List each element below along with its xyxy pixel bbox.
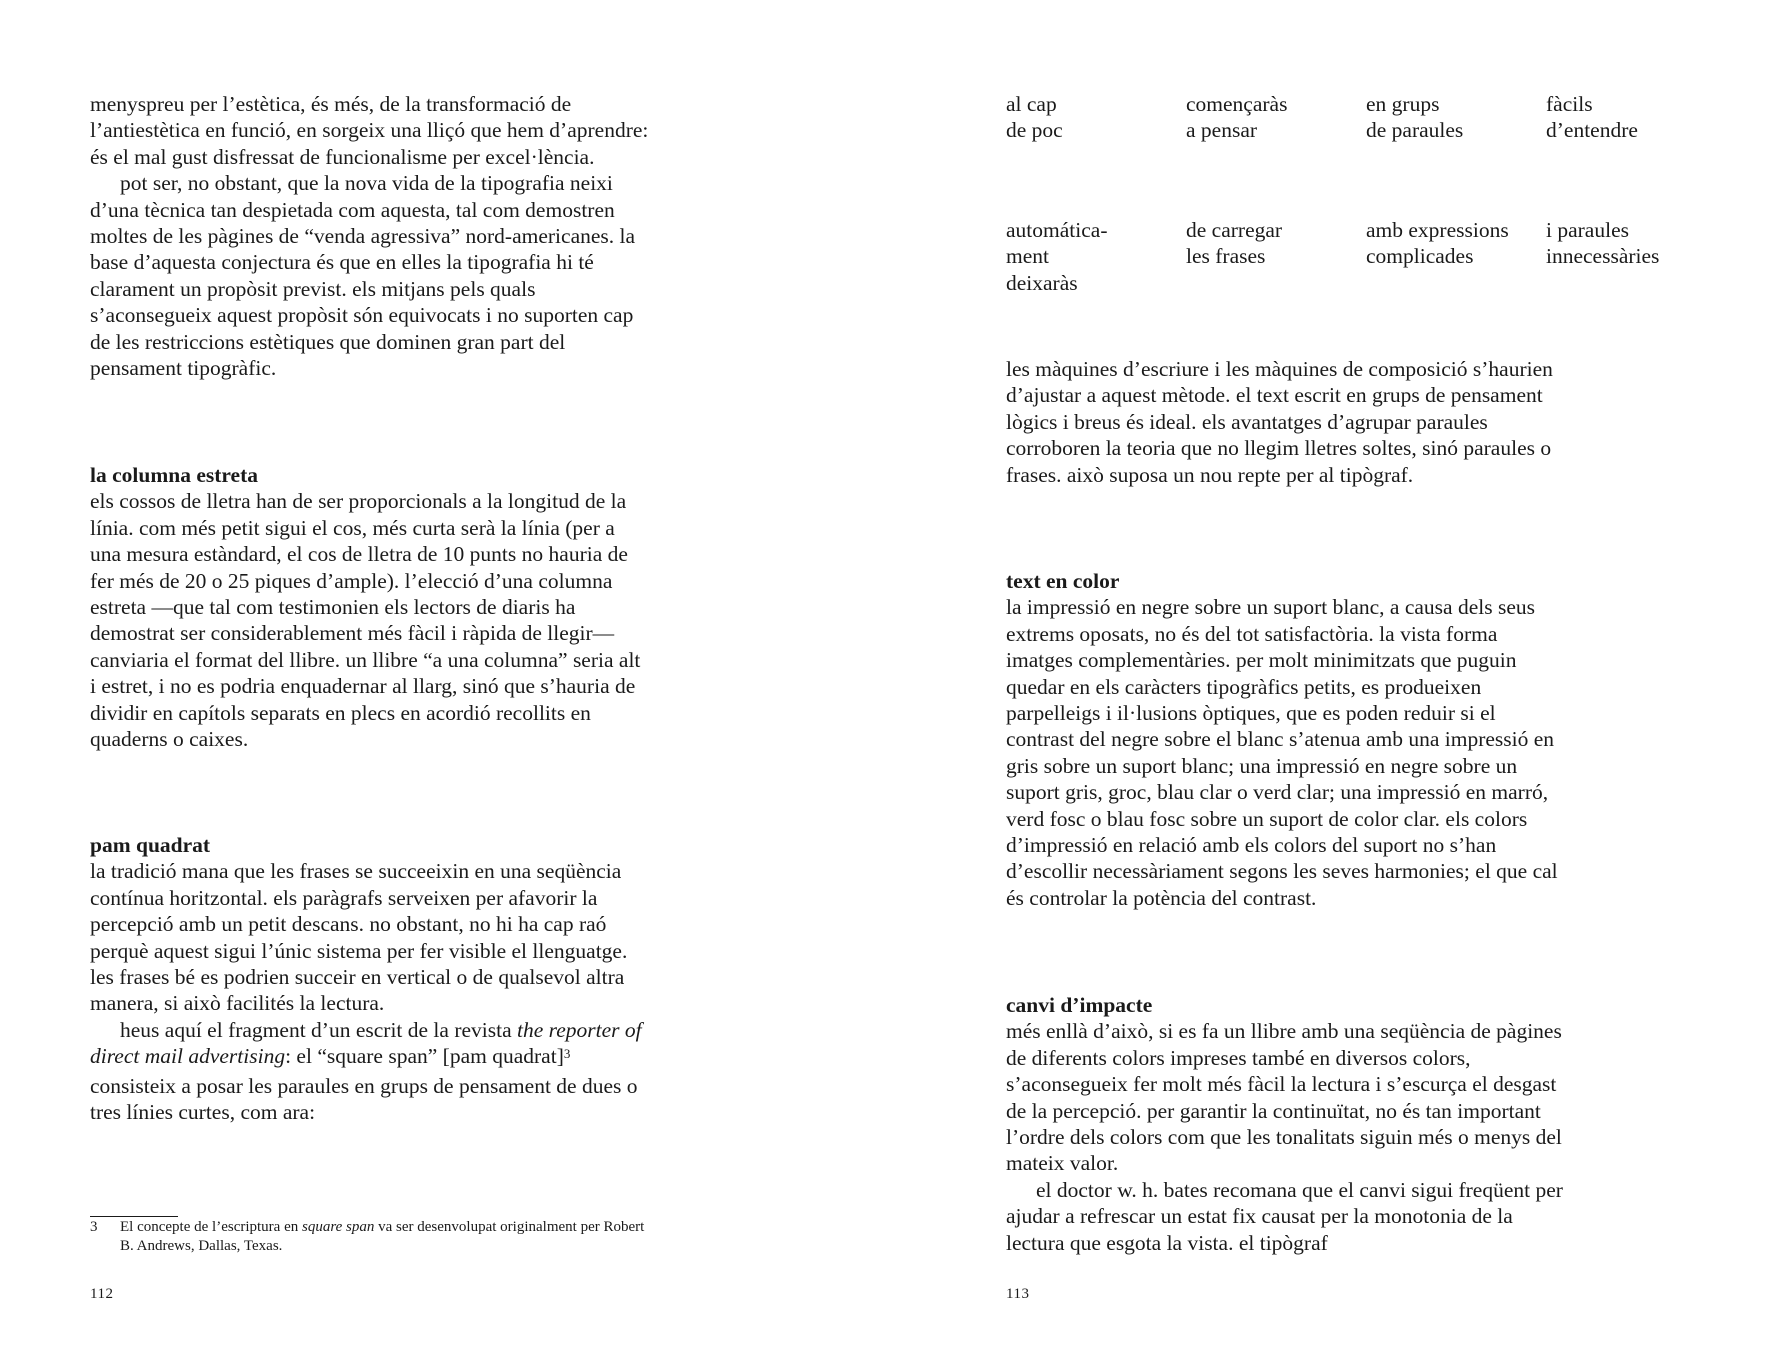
intro-paragraph-1: menyspreu per l’estètica, és més, de la transformació de l’antiestètica en funció, en sorgeix una lliçó que hem d’aprendre: és el mal gust disfressat de funcionalisme per excel·lència. — [90, 92, 649, 169]
footnote — [90, 1218, 650, 1256]
section-narrow-column — [90, 462, 650, 752]
intro-paragraph-2: pot ser, no obstant, que la nova vida de la tipografia neixi d’una tècnica tan despietada com aquesta, tal com demostren moltes de les pàgines de “venda agressiva” nord-americanes. la base d’aquesta conjectura és que en elles la tipografia hi té clarament un propòsit previst. els mitjans pels quals s’aconsegueix aquest propòsit són equivocats i no suporten cap de les restriccions estètiques que dominen gran part del pensament tipogràfic. — [90, 171, 636, 381]
right-page — [886, 0, 1772, 1358]
page-number: 113 — [1006, 1286, 1030, 1302]
span-cell: fàcils d’entendre — [1546, 92, 1638, 143]
span-row — [1006, 217, 1726, 297]
section-paragraph-2 — [90, 1017, 650, 1126]
text-run: heus aquí el fragment d’un escrit de la revista — [120, 1017, 518, 1042]
section-paragraph: les màquines d’escriure i les màquines de composició s’haurien d’ajustar a aquest mètode. el text escrit en grups de pensament lògics i breus és ideal. els avantatges d’agrupar paraules corroboren la teoria que no llegim lletres soltes, sinó paraules o frases. això suposa un nou repte per al tipògraf. — [1006, 357, 1553, 487]
section-color-text — [1006, 568, 1566, 911]
footnote-divider — [90, 1216, 178, 1217]
footnote-text — [120, 1218, 650, 1256]
section-square-span — [90, 832, 650, 1125]
section-change-of-impact — [1006, 992, 1566, 1256]
section-paragraph: la impressió en negre sobre un suport blanc, a causa dels seus extrems oposats, no és del tot satisfactòria. la vista forma imatges complementàries. per molt minimitzats que puguin quedar en els caràcters tipogràfics petits, es produeixen parpelleigs i il·lusions òptiques, que es poden reduir si el contrast del negre sobre el blanc s’atenua amb una impressió en gris sobre un suport blanc; una impressió en negre sobre un suport gris, groc, blau clar o verd clar; una impressió en marró, verd fosc o blau fosc sobre un suport de color clar. els colors d’impressió en relació amb els colors del suport no s’han d’escollir necessàriament segons les seves harmonies; el que cal és controlar la potència del contrast. — [1006, 595, 1558, 910]
span-cell: automática- ment deixaràs — [1006, 218, 1108, 295]
span-cell: en grups de paraules — [1366, 92, 1464, 143]
intro-text — [90, 91, 650, 381]
italic-term: square span — [302, 1219, 375, 1235]
span-row — [1006, 91, 1726, 217]
after-span-text — [1006, 356, 1566, 488]
section-heading: canvi d’impacte — [1006, 993, 1153, 1017]
footnote-number: 3 — [90, 1219, 98, 1235]
section-paragraph: la tradició mana que les frases se succeeixin en una seqüència contínua horitzontal. els paràgrafs serveixen per afavorir la percepció amb un petit descans. no obstant, no hi ha cap raó perquè aquest sigui l’únic sistema per fer visible el llenguatge. les frases bé es podrien succeir en vertical o de qualsevol altra manera, si això facilités la lectura. — [90, 859, 628, 1016]
section-heading: text en color — [1006, 569, 1120, 593]
section-paragraph: els cossos de lletra han de ser proporcionals a la longitud de la línia. com més petit sigui el cos, més curta serà la línia (per a una mesura estàndard, el cos de lletra de 10 punts no hauria de fer més de 20 o 25 piques d’ample). l’elecció d’una columna estreta —que tal com testimonien els lectors de diaris ha demostrat ser considerablement més fàcil i ràpida de llegir— canviaria el format del llibre. un llibre “a una columna” seria alt i estret, i no es podria enquadernar al llarg, sinó que s’hauria de dividir en capítols separats en plecs en acordió recollits en quaderns o caixes. — [90, 489, 641, 752]
section-heading: la columna estreta — [90, 463, 258, 487]
text-run: : el “square span” [pam quadrat] — [285, 1044, 564, 1069]
section-paragraph: més enllà d’això, si es fa un llibre amb una seqüència de pàgines de diferents colors impreses també en diversos colors, s’aconsegueix fer molt més fàcil la lectura i s’escurça el desgast de la percepció. per garantir la continuïtat, no és tan important l’ordre dels colors com que les tonalitats siguin més o menys del mateix valor. — [1006, 1019, 1562, 1176]
magazine-title: the reporter of direct mail advertising — [90, 1017, 642, 1069]
section-paragraph-2: el doctor w. h. bates recomana que el canvi sigui freqüent per ajudar a refrescar un estat fix causat per la monotonia de la lectura que esgota la vista. el tipògraf — [1006, 1177, 1563, 1255]
span-cell: al cap de poc — [1006, 92, 1063, 143]
footnote-reference: 3 — [563, 1046, 571, 1062]
text-run: consisteix a posar les paraules en grups de pensament de dues o tres línies curtes, com ara: — [90, 1073, 638, 1125]
text-run: va ser desenvolupat originalment per Robert B. Andrews, Dallas, Texas. — [120, 1219, 645, 1254]
text-run: El concepte de l’escriptura en — [120, 1219, 302, 1235]
span-cell: amb expressions complicades — [1366, 218, 1509, 269]
page-number: 112 — [90, 1286, 114, 1302]
span-cell: de carregar les frases — [1186, 218, 1283, 269]
square-span-example — [1006, 91, 1726, 297]
span-cell: començaràs a pensar — [1186, 92, 1288, 143]
section-heading: pam quadrat — [90, 833, 211, 857]
span-cell: i paraules innecessàries — [1546, 218, 1660, 269]
